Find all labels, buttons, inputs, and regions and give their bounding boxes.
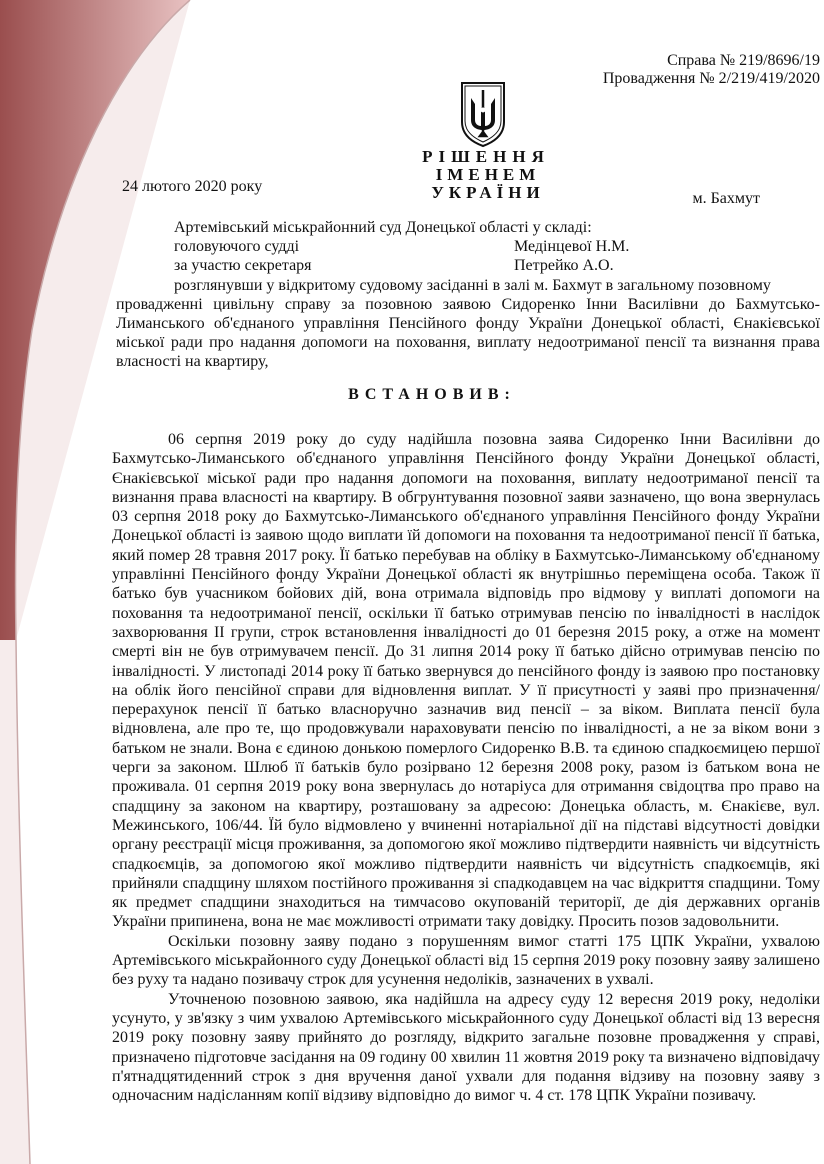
presiding-judge-row (174, 237, 630, 256)
secretary-name: Петрейко А.О. (514, 257, 614, 274)
presiding-judge-label: головуючого судді (174, 238, 300, 255)
case-header (603, 52, 820, 88)
decision-subtitle: ІМЕНЕМ УКРАЇНИ (431, 165, 545, 202)
presiding-judge-name: Медінцевої Н.М. (514, 238, 630, 255)
court-name: Артемівський міськрайонний суд Донецької області у складі: (174, 219, 592, 236)
decision-city: м. Бахмут (692, 190, 760, 207)
intro-paragraph (116, 276, 820, 371)
secretary-label: за участю секретаря (174, 257, 312, 274)
decision-body (112, 430, 820, 1105)
decision-title: РІШЕННЯ (422, 147, 550, 166)
court-decision-page (40, 0, 824, 1164)
secretary-row (174, 256, 614, 275)
decision-date: 24 лютого 2020 року (122, 178, 263, 195)
intro-first-line: розглянувши у відкритому судовому засіданні в залі м. Бахмут в загальному позовному (174, 277, 771, 294)
intro-rest: провадженні цивільну справу за позовною заявою Сидоренко Інни Василівни до Бахмутсько-Лиманського об'єднаного управління Пенсійного фонду України Донецької області, Єнакієвської міської ради про надання допомоги на поховання, виплату недоотриманої пенсії та визнання права власності на квартиру, (116, 296, 820, 370)
case-number: Справа № 219/8696/19 (667, 52, 820, 69)
court-composition (174, 218, 630, 275)
body-paragraph-3: Уточненою позовною заявою, яка надійшла на адресу суду 12 вересня 2019 року, недоліки усунуто, у зв'язку з чим ухвалою Артемівського міськрайонного суду Донецької області від 13 вересня 2019 року позовну заяву прийнято до розгляду, відкрито загальне позовне провадження у справі, призначено підготовче засідання на 09 годину 00 хвилин 11 жовтня 2019 року та визначено відповідачу п'ятнадцятиденний строк з дня вручення даної ухвали для подання відзиву на позовну заяву з одночасним надісланням копії відзиву відповідно до вимог ч. 4 ст. 178 ЦПК України позивачу. (112, 990, 820, 1105)
section-heading: ВСТАНОВИВ: (348, 386, 516, 403)
coat-of-arms-of-ukraine-icon (458, 80, 508, 148)
body-paragraph-2: Оскільки позовну заяву подано з порушенням вимог статті 175 ЦПК України, ухвалою Артемівського міськрайонного суду Донецької області від 15 серпня 2019 року позовну заяву залишено без руху та надано позивачу строк для усунення недоліків, зазначених в ухвалі. (112, 932, 820, 989)
proceeding-number: Провадження № 2/219/419/2020 (602, 70, 820, 87)
body-paragraph-1: 06 серпня 2019 року до суду надійшла позовна заява Сидоренко Інни Василівни до Бахмутсько-Лиманського об'єднаного управління Пенсійного фонду України Донецької області, Єнакієвської міської ради про надання допомоги на поховання, виплату недоотриманої пенсії та визнання права власності на квартиру. В обгрунтування позовної заяви зазначено, що вона звернулась 03 серпня 2018 року до Бахмутсько-Лиманського об'єднаного управління Пенсійного фонду України Донецької області із заявою щодо виплати їй допомоги на поховання та недоотриманої пенсії її батька, який помер 28 травня 2017 року. Її батько перебував на обліку в Бахмутсько-Лиманському об'єднаному управлінні Пенсійного фонду України Донецької області як внутрішньо переміщена особа. Також її батько був учасником бойових дій, вона отримала відповідь про відмову у виплаті допомоги на поховання та недоотриманої пенсії, оскільки її батько отримував пенсію по інвалідності в наслідок захворювання II групи, строк встановлення інвалідності до 01 березня 2015 року, а отже на момент смерті він не був отримувачем пенсії. До 31 липня 2014 року її батько дійсно отримував пенсію по інвалідності. У листопаді 2014 року її батько звернувся до пенсійного фонду із заявою про постановку на облік його пенсійної справи для відновлення виплат. У її присутності у заяві про призначення/перерахунок пенсії її батько власноручно зазначив вид пенсії – за віком. Виплата пенсії була відновлена, але про те, що продовжували нараховувати пенсію по інвалідності, а не за віком вони з батьком не знали. Вона є єдиною донькою померлого Сидоренко В.В. та єдиною спадкоємицею першої черги за законом. Шлюб її батьків було розірвано 12 березня 2008 року, разом із батьком вона не проживала. 01 серпня 2019 року вона звернулась до нотаріуса для отримання свідоцтва про право на спадщину за законом на квартиру, розташовану за адресою: Донецька область, м. Єнакієве, вул. Межинського, 106/44. Їй було відмовлено у вчиненні нотаріальної дії на підставі відсутності довідки органу реєстрації місця проживання, за допомогою якої можливо підтвердити наявність чи відсутність спадкоємців, за допомогою якої можливо підтвердити наявність чи відсутність спадкоємців, які прийняли спадщину шляхом постійного проживання зі спадкодавцем на час відкриття спадщини. Тому як предмет спадщини знаходиться на тимчасово окупованій території, де дія державних органів України припинена, вона не має можливості отримати таку довідку. Просить позов задовольнити. (112, 431, 820, 931)
